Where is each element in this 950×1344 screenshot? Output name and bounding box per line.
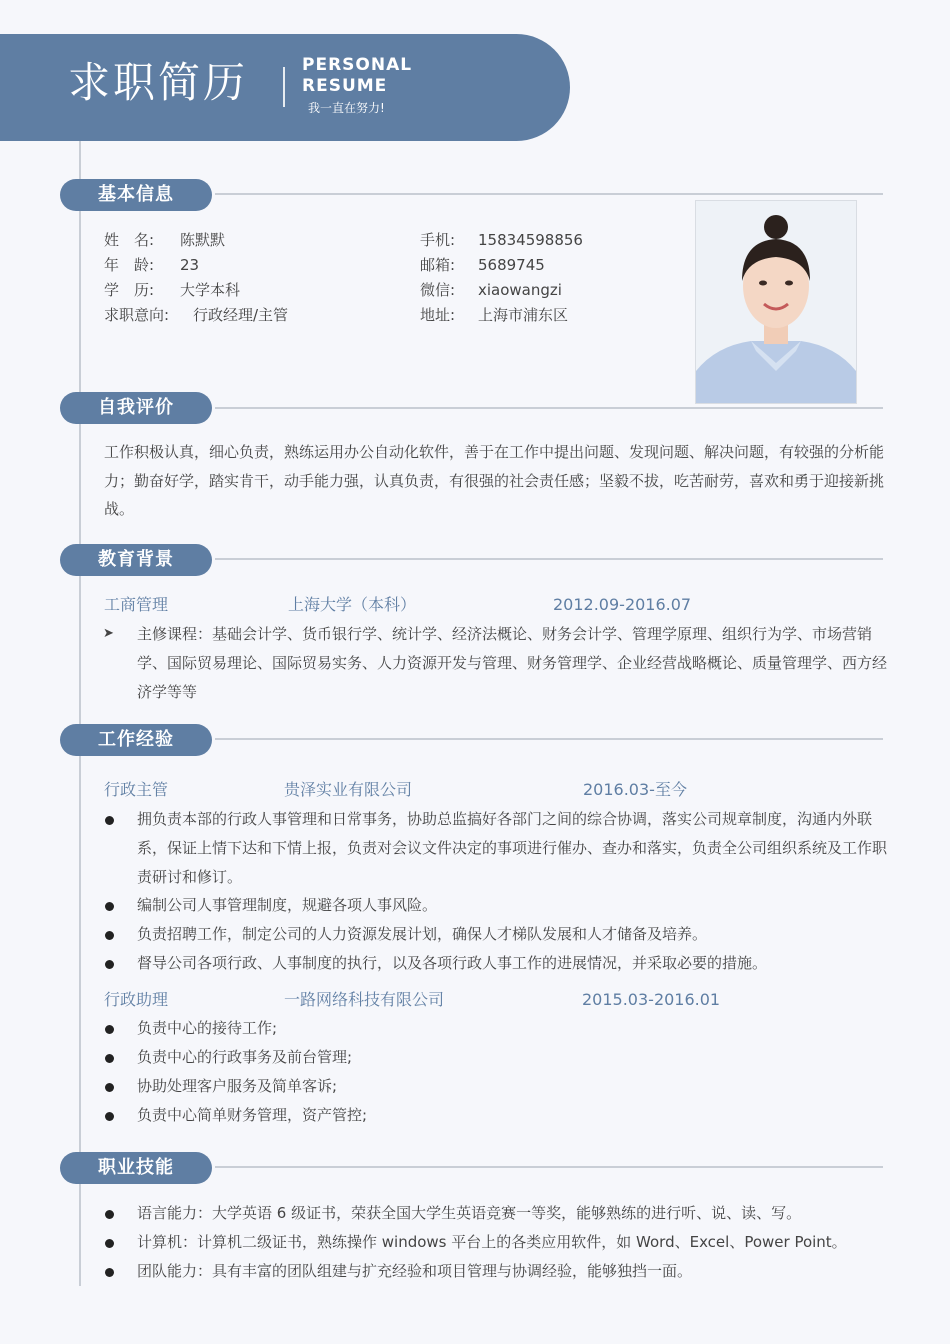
english-title-line2: RESUME (302, 76, 388, 96)
bullet-icon (105, 1112, 114, 1121)
age-value: 23 (180, 256, 200, 274)
email-label: 邮箱: (420, 256, 456, 274)
bullet-icon (105, 1083, 114, 1092)
job-duty: 协助处理客户服务及简单客诉; (137, 1077, 338, 1095)
name-value: 陈默默 (180, 231, 226, 249)
education-period: 2012.09-2016.07 (553, 595, 692, 614)
job-duty: 督导公司各项行政、人事制度的执行，以及各项行政人事工作的进展情况，并采取必要的措施。 (137, 954, 768, 972)
phone-value: 15834598856 (478, 231, 583, 249)
bullet-icon (105, 1054, 114, 1063)
job-title: 行政助理 (104, 990, 169, 1009)
job-period: 2015.03-2016.01 (582, 990, 721, 1009)
email-value: 5689745 (478, 256, 545, 274)
skill-item: 计算机：计算机二级证书，熟练操作 windows 平台上的各类应用软件，如 Word、Excel、Power Point。 (137, 1233, 847, 1251)
section-divider (215, 407, 883, 409)
banner-divider (283, 67, 285, 107)
address-value: 上海市浦东区 (478, 306, 569, 324)
age-label: 年 龄: (104, 256, 155, 274)
education-major: 工商管理 (104, 595, 169, 614)
section-title-self-evaluation: 自我评价 (60, 392, 212, 424)
job-period: 2016.03-至今 (583, 780, 687, 799)
address-label: 地址: (420, 306, 456, 324)
section-title-skills: 职业技能 (60, 1152, 212, 1184)
job-company: 贵泽实业有限公司 (284, 780, 413, 799)
education-label: 学 历: (104, 281, 155, 299)
job-title: 行政主管 (104, 780, 169, 799)
job-duty: 负责中心的接待工作; (137, 1019, 278, 1037)
section-title-work: 工作经验 (60, 724, 212, 756)
resume-title: 求职简历 (68, 58, 249, 107)
education-courses: 主修课程：基础会计学、货币银行学、统计学、经济法概论、财务会计学、管理学原理、组织行为学、市场营销学、国际贸易理论、国际贸易实务、人力资源开发与管理、财务管理学、企业经营战略概论、质量管理学、西方经济学等等 (137, 625, 888, 701)
english-title-line1: PERSONAL (302, 55, 413, 75)
profile-photo (695, 200, 857, 404)
bullet-icon (105, 1239, 114, 1248)
skill-item: 语言能力：大学英语 6 级证书，荣获全国大学生英语竞赛一等奖，能够熟练的进行听、说、读、写。 (137, 1204, 802, 1222)
education-value: 大学本科 (180, 281, 241, 299)
job-duty: 编制公司人事管理制度，规避各项人事风险。 (137, 896, 438, 914)
portrait-illustration (696, 201, 856, 403)
job-company: 一路网络科技有限公司 (284, 990, 445, 1009)
job-duty: 负责中心简单财务管理，资产管控; (137, 1106, 368, 1124)
wechat-value: xiaowangzi (478, 281, 562, 299)
job-duty: 拥负责本部的行政人事管理和日常事务，协助总监搞好各部门之间的综合协调，落实公司规章制度，沟通内外联系，保证上情下达和下情上报，负责对会议文件决定的事项进行催办、查办和落实，负责全公司组织系统及工作职责研讨和修订。 (137, 810, 888, 886)
bullet-icon (105, 902, 114, 911)
bullet-icon (105, 1268, 114, 1277)
section-title-basic: 基本信息 (60, 179, 212, 211)
section-divider (215, 1166, 883, 1168)
name-label: 姓 名: (104, 231, 155, 249)
self-evaluation-text: 工作积极认真，细心负责，熟练运用办公自动化软件，善于在工作中提出问题、发现问题、解决问题，有较强的分析能力；勤奋好学，踏实肯干，动手能力强，认真负责，有很强的社会责任感；坚毅不拔，吃苦耐劳，喜欢和勇于迎接新挑战。 (104, 443, 885, 518)
phone-label: 手机: (420, 231, 456, 249)
bullet-icon (105, 960, 114, 969)
job-duty: 负责招聘工作，制定公司的人力资源发展计划，确保人才梯队发展和人才储备及培养。 (137, 925, 708, 943)
section-title-education: 教育背景 (60, 544, 212, 576)
section-divider (215, 193, 883, 195)
job-duty: 负责中心的行政事务及前台管理; (137, 1048, 353, 1066)
section-divider (215, 738, 883, 740)
intent-label: 求职意向: (104, 306, 170, 324)
intent-value: 行政经理/主管 (193, 306, 289, 324)
timeline-line (79, 141, 81, 1286)
education-school: 上海大学（本科） (288, 595, 417, 614)
section-divider (215, 558, 883, 560)
bullet-icon (105, 1210, 114, 1219)
bullet-icon (105, 1025, 114, 1034)
bullet-icon (105, 816, 114, 825)
skill-item: 团队能力：具有丰富的团队组建与扩充经验和项目管理与协调经验，能够独挡一面。 (137, 1262, 693, 1280)
slogan: 我一直在努力! (308, 101, 385, 115)
wechat-label: 微信: (420, 281, 456, 299)
bullet-icon (105, 931, 114, 940)
resume-english-title (302, 55, 412, 97)
arrow-bullet-icon: ➤ (103, 626, 114, 641)
